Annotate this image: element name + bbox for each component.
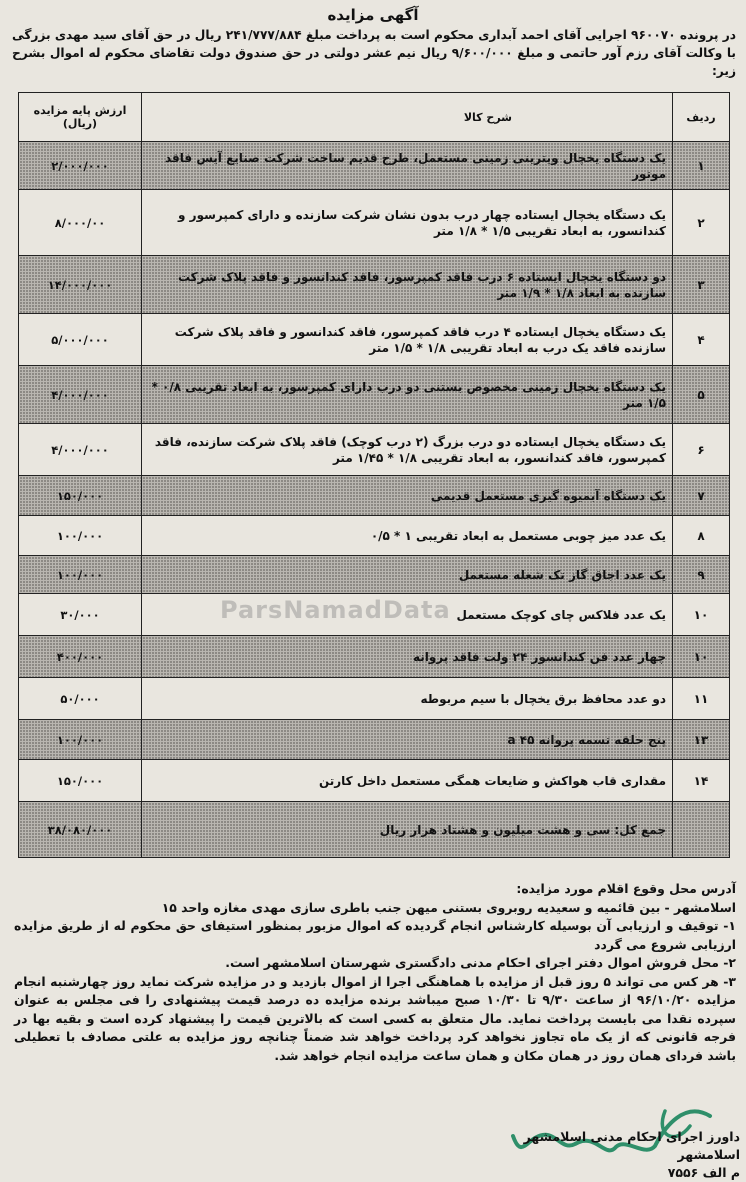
- row-description: یک عدد فلاکس چای کوچک مستعمل: [142, 594, 673, 636]
- row-value: ۱۰۰/۰۰۰: [19, 556, 142, 594]
- row-value: ۴۰۰/۰۰۰: [19, 636, 142, 678]
- row-index: ۱۰: [673, 636, 730, 678]
- items-table: [18, 92, 730, 858]
- row-description: پنج حلقه تسمه پروانه ۴۵ a: [142, 720, 673, 760]
- clause-1: ۱- توقیف و ارزیابی آن بوسیله کارشناس انجام گردیده که اموال مزبور بمنظور استیفای حق محکوم له از طریق مزایده ارزیابی شروع می گردد: [14, 918, 736, 952]
- row-index: [673, 802, 730, 858]
- row-value: ۴/۰۰۰/۰۰۰: [19, 424, 142, 476]
- row-description: یک دستگاه یخچال ایستاده ۴ درب فاقد کمپرسور، فاقد کندانسور و فاقد پلاک شرکت سازنده فاقد یک درب به ابعاد تقریبی ۱/۸ * ۱/۵ متر: [142, 314, 673, 366]
- row-index: ۹: [673, 556, 730, 594]
- row-description: یک دستگاه یخچال ایستاده دو درب بزرگ (۲ درب کوچک) فاقد پلاک شرکت سازنده، فاقد کمپرسور، فاقد کندانسور، به ابعاد تقریبی ۱/۸ * ۱/۴۵ متر: [142, 424, 673, 476]
- clause-3: ۳- هر کس می تواند ۵ روز قبل از مزایده با هماهنگی اجرا از اموال بازدید و در مزایده شرکت نماید روز چهارشنبه انجام مزایده ۹۶/۱۰/۲۰ از ساعت ۹/۳۰ تا ۱۰/۳۰ صبح میباشد برنده مزایده ده درصد قیمت پیشنهادی را فی مجلس به عنوان سپرده نقدا می بایست پرداخت نماید. مال متعلق به کسی است که بالاترین قیمت را پیشنهاد کرده است و بقیه بها در فرجه قانونی که از یک ماه تجاوز نخواهد کرد پرداخت خواهد شد ضمناً چنانچه روز مزایده به علتی مصادف با تعطیلی باشد فردای همان روز در همان مکان و همان ساعت مزایده انجام خواهد شد.: [14, 973, 736, 1063]
- signature-block: [460, 1128, 740, 1182]
- notice-intro: در پرونده ۹۶۰۰۷۰ اجرایی آقای احمد آبداری محکوم است به پرداخت مبلغ ۲۴۱/۷۷۷/۸۸۴ ریال در حق آقای سید مهدی بزرگی با وکالت آقای رزم آور حاتمی و مبلغ ۹/۶۰۰/۰۰۰ ریال نیم عشر دولتی در حق صندوق دولت تقاضای محکوم له اموال بشرح زیر:: [11, 28, 736, 78]
- table-row: [19, 314, 730, 366]
- notice-title: آگهی مزایده: [327, 6, 419, 24]
- table-row: [19, 720, 730, 760]
- row-index: ۷: [673, 476, 730, 516]
- row-value: ۱۰۰/۰۰۰: [19, 720, 142, 760]
- row-index: ۳: [673, 256, 730, 314]
- table-row: [19, 636, 730, 678]
- row-description: چهار عدد فن کندانسور ۲۴ ولت فاقد پروانه: [142, 636, 673, 678]
- table-row: [19, 142, 730, 190]
- table-row: [19, 678, 730, 720]
- row-value: ۱۴/۰۰۰/۰۰۰: [19, 256, 142, 314]
- row-description: یک دستگاه یخچال ویترینی زمینی مستعمل، طرح قدیم ساخت شرکت صنایع آیس فاقد موتور: [142, 142, 673, 190]
- row-description: یک دستگاه آبمیوه گیری مستعمل قدیمی: [142, 476, 673, 516]
- row-index: ۵: [673, 366, 730, 424]
- row-index: ۲: [673, 190, 730, 256]
- row-value: ۵۰/۰۰۰: [19, 678, 142, 720]
- row-value: ۳۰/۰۰۰: [19, 594, 142, 636]
- row-index: ۱: [673, 142, 730, 190]
- row-value: ۱۵۰/۰۰۰: [19, 476, 142, 516]
- watermark: ParsNamadData: [220, 596, 451, 624]
- row-value: ۵/۰۰۰/۰۰۰: [19, 314, 142, 366]
- row-description: یک عدد میز چوبی مستعمل به ابعاد تقریبی ۱ * ۰/۵: [142, 516, 673, 556]
- row-description: یک عدد اجاق گاز تک شعله مستعمل: [142, 556, 673, 594]
- row-index: ۸: [673, 516, 730, 556]
- row-value: ۱۵۰/۰۰۰: [19, 760, 142, 802]
- row-value: ۳۸/۰۸۰/۰۰۰: [19, 802, 142, 858]
- row-description: مقداری قاب هواکش و ضایعات همگی مستعمل داخل کارتن: [142, 760, 673, 802]
- row-index: ۱۱: [673, 678, 730, 720]
- table-row: [19, 190, 730, 256]
- row-index: ۶: [673, 424, 730, 476]
- row-description: جمع کل: سی و هشت میلیون و هشتاد هزار ریال: [142, 802, 673, 858]
- table-header-row: [19, 93, 730, 142]
- row-index: ۱۳: [673, 720, 730, 760]
- row-index: ۱۰: [673, 594, 730, 636]
- row-description: یک دستگاه یخچال ایستاده چهار درب بدون نشان شرکت سازنده و دارای کمپرسور و کندانسور، به ابعاد تقریبی ۱/۵ * ۱/۸ متر: [142, 190, 673, 256]
- address-title: آدرس محل وقوع اقلام مورد مزایده:: [516, 881, 736, 896]
- address-text: اسلامشهر - بین قائمیه و سعیدیه روبروی بستنی میهن جنب باطری سازی مهدی مغازه واحد ۱۵: [161, 899, 736, 915]
- clause-2: ۲- محل فروش اموال دفتر اجرای احکام مدنی دادگستری شهرستان اسلامشهر است.: [225, 955, 736, 970]
- table-row: [19, 424, 730, 476]
- row-description: دو عدد محافظ برق یخچال با سیم مربوطه: [142, 678, 673, 720]
- header-index: ردیف: [673, 93, 730, 142]
- row-description: دو دستگاه یخچال ایستاده ۶ درب فاقد کمپرسور، فاقد کندانسور و فاقد پلاک شرکت سازنده به ابعاد ۱/۸ * ۱/۹ متر: [142, 256, 673, 314]
- table-row: [19, 256, 730, 314]
- header-value: ارزش پایه مزایده (ریال): [19, 93, 142, 142]
- row-index: ۱۴: [673, 760, 730, 802]
- table-row: [19, 802, 730, 858]
- row-index: ۴: [673, 314, 730, 366]
- notice-footer: [14, 880, 736, 1065]
- row-description: یک دستگاه یخچال زمینی مخصوص بستنی دو درب دارای کمپرسور، به ابعاد تقریبی ۰/۸ * ۱/۵ متر: [142, 366, 673, 424]
- row-value: ۲/۰۰۰/۰۰۰: [19, 142, 142, 190]
- row-value: ۸/۰۰۰/۰۰: [19, 190, 142, 256]
- signature-line-2: م الف ۷۵۵۶: [667, 1165, 740, 1180]
- signature-line-1: داورز اجرای احکام مدنی اسلامشهر اسلامشهر: [523, 1129, 740, 1162]
- table-row: [19, 476, 730, 516]
- row-value: ۱۰۰/۰۰۰: [19, 516, 142, 556]
- table-row: [19, 366, 730, 424]
- table-row: [19, 516, 730, 556]
- header-description: شرح کالا: [142, 93, 673, 142]
- table-row: [19, 556, 730, 594]
- table-row: [19, 760, 730, 802]
- row-value: ۴/۰۰۰/۰۰۰: [19, 366, 142, 424]
